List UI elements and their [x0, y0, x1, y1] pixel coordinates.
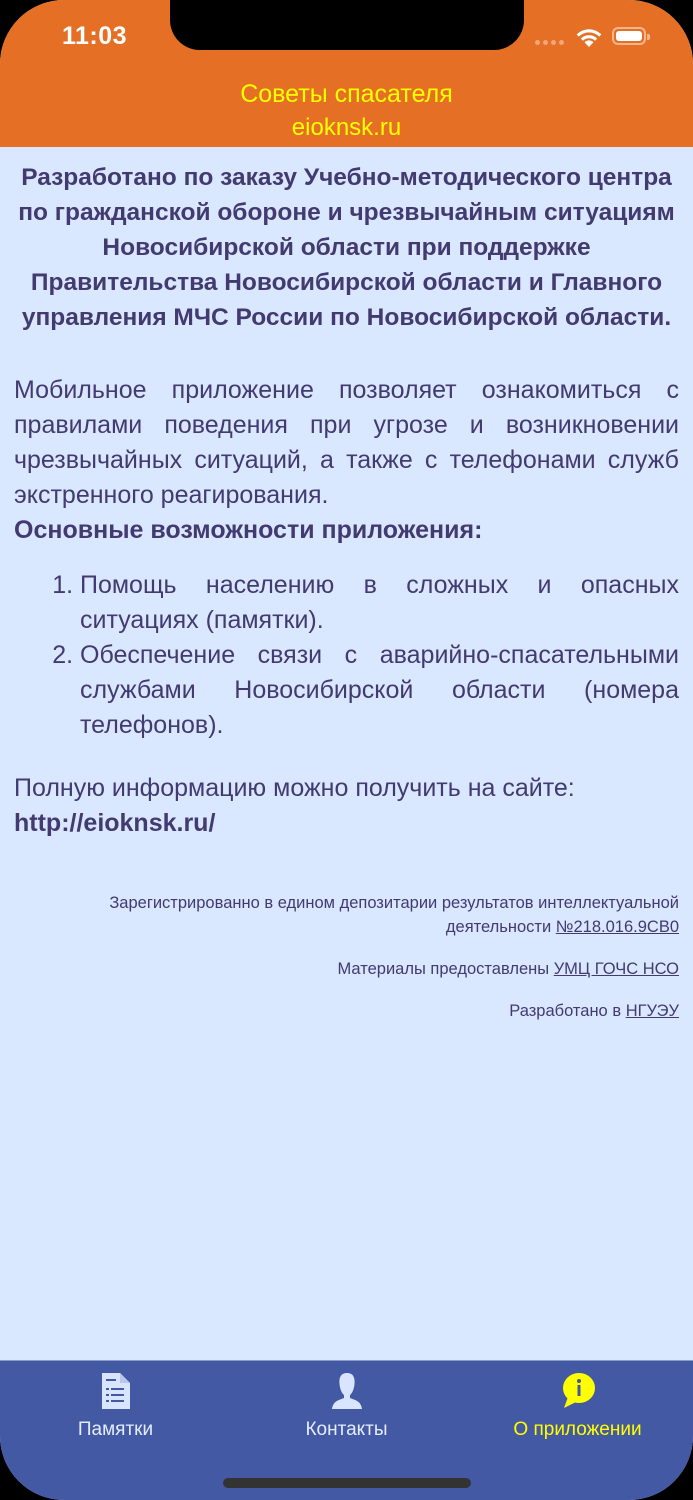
- device-notch: [170, 0, 524, 50]
- description-text: Мобильное приложение позволяет ознакомиться с правилами поведения при угрозе и возникновении чрезвычайных ситуаций, а также с телефонами служб экстренного реагирования.: [14, 376, 679, 509]
- feature-item: 2. Обеспечение связи с аварийно-спасательными службами Новосибирской области (номера телефонов).: [80, 638, 679, 743]
- about-content: [14, 160, 679, 1041]
- tab-kontakty[interactable]: [231, 1361, 462, 1451]
- tab-o-prilozhenii[interactable]: [462, 1361, 693, 1451]
- cellular-signal-icon: [535, 40, 564, 45]
- info-text: Полную информацию можно получить на сайте:: [14, 774, 575, 802]
- registration-text: Зарегистрированно в едином депозитарии результатов интеллектуальной деятельности: [109, 894, 679, 936]
- header-bar: [0, 0, 693, 147]
- developed-link[interactable]: НГУЭУ: [625, 1002, 679, 1020]
- registration-link[interactable]: №218.016.9СВ0: [555, 918, 679, 936]
- developed-text: Разработано в: [509, 1002, 622, 1020]
- home-indicator[interactable]: [223, 1478, 471, 1488]
- footer-notes: [14, 891, 679, 1023]
- wifi-icon: [574, 26, 604, 48]
- developed-note: [14, 999, 679, 1023]
- features-list: [14, 568, 679, 743]
- tab-label: Контакты: [305, 1419, 388, 1440]
- features-heading: Основные возможности приложения:: [14, 516, 483, 544]
- tab-pamyatki[interactable]: [0, 1361, 231, 1451]
- tab-label: Памятки: [77, 1419, 154, 1440]
- tab-label: О приложении: [513, 1419, 642, 1440]
- materials-text: Материалы предоставлены: [337, 960, 550, 978]
- app-subtitle: eioknsk.ru: [291, 114, 402, 141]
- feature-item: 1. Помощь населению в сложных и опасных ситуациях (памятки).: [80, 568, 679, 638]
- materials-note: [14, 957, 679, 981]
- website-link[interactable]: http://eioknsk.ru/: [14, 809, 216, 837]
- registration-note: [14, 891, 679, 939]
- document-list-icon: [96, 1371, 136, 1411]
- status-time: 11:03: [62, 22, 128, 50]
- info-bubble-icon: [558, 1371, 598, 1411]
- intro-text: Разработано по заказу Учебно-методического центра по гражданской обороне и чрезвычайным ситуациям Новосибирской области при поддержке Правительства Новосибирской области и Главного управления МЧС России по Новосибирской области.: [18, 164, 675, 331]
- materials-link[interactable]: УМЦ ГОЧС НСО: [553, 960, 679, 978]
- app-title: Советы спасателя: [240, 80, 453, 108]
- info-block: [14, 771, 679, 841]
- battery-icon: [612, 27, 646, 45]
- person-icon: [327, 1371, 367, 1411]
